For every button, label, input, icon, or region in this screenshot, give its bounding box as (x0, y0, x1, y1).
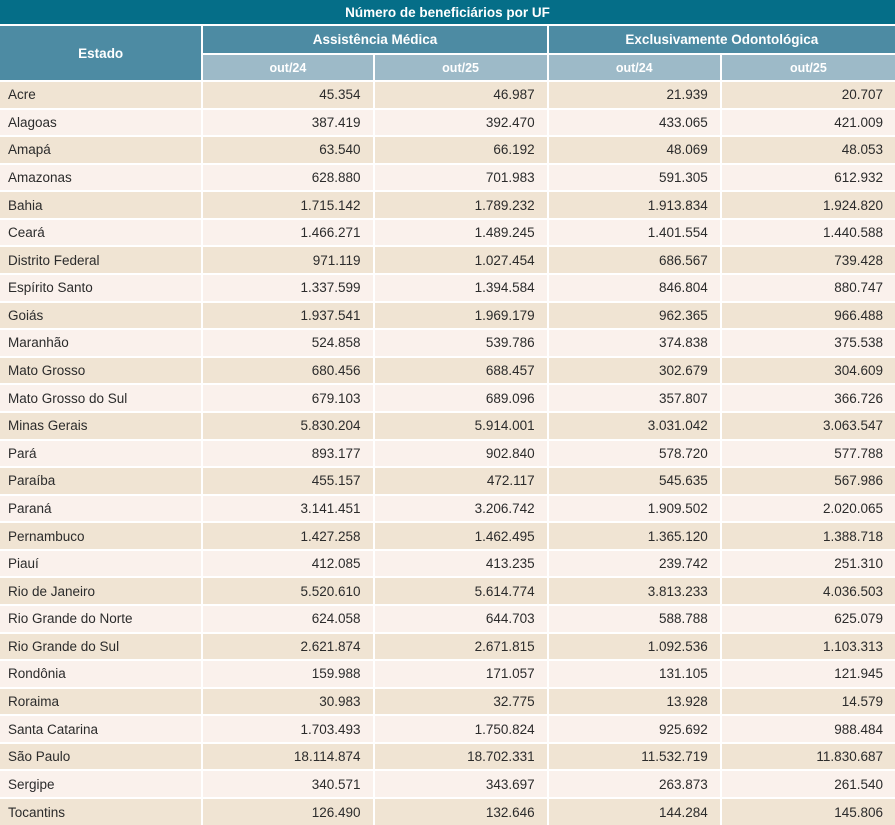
assistencia-medica-out25-cell: 902.840 (375, 441, 547, 467)
state-name-cell: Paraíba (0, 468, 201, 494)
assistencia-medica-out24-cell: 412.085 (203, 551, 372, 577)
exclusivamente-odontologica-out24-cell: 131.105 (549, 661, 720, 687)
exclusivamente-odontologica-out25-cell: 121.945 (722, 661, 895, 687)
assistencia-medica-out25-cell: 46.987 (375, 82, 547, 108)
state-name-cell: Distrito Federal (0, 247, 201, 273)
state-name-cell: Acre (0, 82, 201, 108)
assistencia-medica-out24-cell: 45.354 (203, 82, 372, 108)
exclusivamente-odontologica-out25-cell: 375.538 (722, 330, 895, 356)
table-row (0, 358, 895, 384)
assistencia-medica-out24-cell: 893.177 (203, 441, 372, 467)
table-row (0, 303, 895, 329)
state-name-cell: Maranhão (0, 330, 201, 356)
exclusivamente-odontologica-out25-cell: 966.488 (722, 303, 895, 329)
column-header-estado: Estado (0, 26, 201, 80)
exclusivamente-odontologica-out24-cell: 3.031.042 (549, 413, 720, 439)
assistencia-medica-out25-cell: 688.457 (375, 358, 547, 384)
table-row (0, 385, 895, 411)
assistencia-medica-out24-cell: 971.119 (203, 247, 372, 273)
assistencia-medica-out25-cell: 689.096 (375, 385, 547, 411)
subheader-exclusivamente-odontologica-out24: out/24 (549, 55, 720, 80)
table-row (0, 744, 895, 770)
table-row (0, 220, 895, 246)
assistencia-medica-out24-cell: 3.141.451 (203, 496, 372, 522)
exclusivamente-odontologica-out25-cell: 4.036.503 (722, 578, 895, 604)
assistencia-medica-out25-cell: 343.697 (375, 771, 547, 797)
assistencia-medica-out25-cell: 472.117 (375, 468, 547, 494)
exclusivamente-odontologica-out24-cell: 357.807 (549, 385, 720, 411)
assistencia-medica-out25-cell: 171.057 (375, 661, 547, 687)
assistencia-medica-out25-cell: 1.394.584 (375, 275, 547, 301)
exclusivamente-odontologica-out25-cell: 1.440.588 (722, 220, 895, 246)
assistencia-medica-out24-cell: 387.419 (203, 110, 372, 136)
exclusivamente-odontologica-out24-cell: 374.838 (549, 330, 720, 356)
state-name-cell: Roraima (0, 689, 201, 715)
exclusivamente-odontologica-out25-cell: 1.924.820 (722, 192, 895, 218)
exclusivamente-odontologica-out24-cell: 588.788 (549, 606, 720, 632)
exclusivamente-odontologica-out25-cell: 2.020.065 (722, 496, 895, 522)
exclusivamente-odontologica-out25-cell: 251.310 (722, 551, 895, 577)
exclusivamente-odontologica-out25-cell: 145.806 (722, 799, 895, 825)
assistencia-medica-out25-cell: 1.789.232 (375, 192, 547, 218)
table-title: Número de beneficiários por UF (0, 0, 895, 24)
assistencia-medica-out25-cell: 1.462.495 (375, 523, 547, 549)
assistencia-medica-out25-cell: 2.671.815 (375, 634, 547, 660)
table-row (0, 110, 895, 136)
table-row (0, 799, 895, 825)
exclusivamente-odontologica-out24-cell: 925.692 (549, 716, 720, 742)
assistencia-medica-out24-cell: 1.466.271 (203, 220, 372, 246)
assistencia-medica-out24-cell: 1.427.258 (203, 523, 372, 549)
table-row (0, 330, 895, 356)
exclusivamente-odontologica-out24-cell: 1.092.536 (549, 634, 720, 660)
exclusivamente-odontologica-out24-cell: 21.939 (549, 82, 720, 108)
exclusivamente-odontologica-out24-cell: 1.365.120 (549, 523, 720, 549)
exclusivamente-odontologica-out25-cell: 48.053 (722, 137, 895, 163)
table-row (0, 689, 895, 715)
assistencia-medica-out25-cell: 1.750.824 (375, 716, 547, 742)
state-name-cell: Mato Grosso do Sul (0, 385, 201, 411)
table-row (0, 468, 895, 494)
assistencia-medica-out25-cell: 413.235 (375, 551, 547, 577)
assistencia-medica-out24-cell: 5.830.204 (203, 413, 372, 439)
table-row (0, 716, 895, 742)
subheader-assistencia-medica-out25: out/25 (375, 55, 547, 80)
state-name-cell: Santa Catarina (0, 716, 201, 742)
table-row (0, 606, 895, 632)
assistencia-medica-out24-cell: 1.715.142 (203, 192, 372, 218)
assistencia-medica-out24-cell: 18.114.874 (203, 744, 372, 770)
exclusivamente-odontologica-out25-cell: 20.707 (722, 82, 895, 108)
exclusivamente-odontologica-out25-cell: 366.726 (722, 385, 895, 411)
assistencia-medica-out24-cell: 1.337.599 (203, 275, 372, 301)
state-name-cell: Minas Gerais (0, 413, 201, 439)
assistencia-medica-out25-cell: 644.703 (375, 606, 547, 632)
exclusivamente-odontologica-out25-cell: 625.079 (722, 606, 895, 632)
assistencia-medica-out24-cell: 1.937.541 (203, 303, 372, 329)
state-name-cell: Pará (0, 441, 201, 467)
state-name-cell: Amapá (0, 137, 201, 163)
assistencia-medica-out25-cell: 3.206.742 (375, 496, 547, 522)
state-name-cell: São Paulo (0, 744, 201, 770)
exclusivamente-odontologica-out25-cell: 11.830.687 (722, 744, 895, 770)
exclusivamente-odontologica-out24-cell: 302.679 (549, 358, 720, 384)
assistencia-medica-out25-cell: 18.702.331 (375, 744, 547, 770)
state-name-cell: Tocantins (0, 799, 201, 825)
table-row (0, 496, 895, 522)
exclusivamente-odontologica-out25-cell: 1.388.718 (722, 523, 895, 549)
assistencia-medica-out25-cell: 701.983 (375, 165, 547, 191)
assistencia-medica-out25-cell: 1.489.245 (375, 220, 547, 246)
exclusivamente-odontologica-out25-cell: 304.609 (722, 358, 895, 384)
exclusivamente-odontologica-out24-cell: 686.567 (549, 247, 720, 273)
exclusivamente-odontologica-out25-cell: 14.579 (722, 689, 895, 715)
assistencia-medica-out24-cell: 30.983 (203, 689, 372, 715)
table-row (0, 137, 895, 163)
assistencia-medica-out24-cell: 524.858 (203, 330, 372, 356)
assistencia-medica-out24-cell: 159.988 (203, 661, 372, 687)
table-row (0, 578, 895, 604)
column-group-exclusivamente-odontologica: Exclusivamente Odontológica (549, 26, 895, 53)
state-name-cell: Rondônia (0, 661, 201, 687)
assistencia-medica-out25-cell: 5.914.001 (375, 413, 547, 439)
exclusivamente-odontologica-out25-cell: 567.986 (722, 468, 895, 494)
assistencia-medica-out24-cell: 1.703.493 (203, 716, 372, 742)
assistencia-medica-out24-cell: 680.456 (203, 358, 372, 384)
table-row (0, 165, 895, 191)
assistencia-medica-out24-cell: 5.520.610 (203, 578, 372, 604)
state-name-cell: Pernambuco (0, 523, 201, 549)
exclusivamente-odontologica-out24-cell: 962.365 (549, 303, 720, 329)
table-row (0, 275, 895, 301)
exclusivamente-odontologica-out25-cell: 988.484 (722, 716, 895, 742)
table-row (0, 441, 895, 467)
exclusivamente-odontologica-out24-cell: 3.813.233 (549, 578, 720, 604)
table-row (0, 523, 895, 549)
assistencia-medica-out25-cell: 32.775 (375, 689, 547, 715)
exclusivamente-odontologica-out25-cell: 739.428 (722, 247, 895, 273)
table-row (0, 247, 895, 273)
exclusivamente-odontologica-out24-cell: 263.873 (549, 771, 720, 797)
assistencia-medica-out25-cell: 1.027.454 (375, 247, 547, 273)
state-name-cell: Bahia (0, 192, 201, 218)
assistencia-medica-out24-cell: 2.621.874 (203, 634, 372, 660)
assistencia-medica-out25-cell: 1.969.179 (375, 303, 547, 329)
assistencia-medica-out24-cell: 624.058 (203, 606, 372, 632)
subheader-assistencia-medica-out24: out/24 (203, 55, 372, 80)
table-row (0, 551, 895, 577)
exclusivamente-odontologica-out24-cell: 578.720 (549, 441, 720, 467)
assistencia-medica-out25-cell: 392.470 (375, 110, 547, 136)
exclusivamente-odontologica-out24-cell: 1.401.554 (549, 220, 720, 246)
state-name-cell: Rio de Janeiro (0, 578, 201, 604)
state-name-cell: Piauí (0, 551, 201, 577)
state-name-cell: Sergipe (0, 771, 201, 797)
column-group-assistencia-medica: Assistência Médica (203, 26, 546, 53)
exclusivamente-odontologica-out25-cell: 421.009 (722, 110, 895, 136)
assistencia-medica-out25-cell: 66.192 (375, 137, 547, 163)
table-row (0, 192, 895, 218)
table-row (0, 661, 895, 687)
state-name-cell: Rio Grande do Sul (0, 634, 201, 660)
table-row (0, 634, 895, 660)
exclusivamente-odontologica-out25-cell: 1.103.313 (722, 634, 895, 660)
assistencia-medica-out24-cell: 63.540 (203, 137, 372, 163)
table-row (0, 771, 895, 797)
state-name-cell: Rio Grande do Norte (0, 606, 201, 632)
exclusivamente-odontologica-out25-cell: 261.540 (722, 771, 895, 797)
state-name-cell: Amazonas (0, 165, 201, 191)
table-row (0, 82, 895, 108)
exclusivamente-odontologica-out24-cell: 13.928 (549, 689, 720, 715)
table-body (0, 82, 895, 825)
exclusivamente-odontologica-out24-cell: 433.065 (549, 110, 720, 136)
exclusivamente-odontologica-out24-cell: 11.532.719 (549, 744, 720, 770)
assistencia-medica-out24-cell: 126.490 (203, 799, 372, 825)
exclusivamente-odontologica-out24-cell: 545.635 (549, 468, 720, 494)
assistencia-medica-out24-cell: 628.880 (203, 165, 372, 191)
state-name-cell: Paraná (0, 496, 201, 522)
subheader-exclusivamente-odontologica-out25: out/25 (722, 55, 895, 80)
state-name-cell: Goiás (0, 303, 201, 329)
exclusivamente-odontologica-out24-cell: 1.909.502 (549, 496, 720, 522)
assistencia-medica-out24-cell: 679.103 (203, 385, 372, 411)
state-name-cell: Alagoas (0, 110, 201, 136)
exclusivamente-odontologica-out25-cell: 3.063.547 (722, 413, 895, 439)
state-name-cell: Mato Grosso (0, 358, 201, 384)
exclusivamente-odontologica-out25-cell: 880.747 (722, 275, 895, 301)
assistencia-medica-out24-cell: 455.157 (203, 468, 372, 494)
state-name-cell: Ceará (0, 220, 201, 246)
exclusivamente-odontologica-out25-cell: 612.932 (722, 165, 895, 191)
exclusivamente-odontologica-out24-cell: 48.069 (549, 137, 720, 163)
exclusivamente-odontologica-out24-cell: 144.284 (549, 799, 720, 825)
exclusivamente-odontologica-out24-cell: 591.305 (549, 165, 720, 191)
assistencia-medica-out24-cell: 340.571 (203, 771, 372, 797)
assistencia-medica-out25-cell: 132.646 (375, 799, 547, 825)
exclusivamente-odontologica-out24-cell: 239.742 (549, 551, 720, 577)
exclusivamente-odontologica-out24-cell: 846.804 (549, 275, 720, 301)
state-name-cell: Espírito Santo (0, 275, 201, 301)
table-row (0, 413, 895, 439)
exclusivamente-odontologica-out24-cell: 1.913.834 (549, 192, 720, 218)
assistencia-medica-out25-cell: 539.786 (375, 330, 547, 356)
exclusivamente-odontologica-out25-cell: 577.788 (722, 441, 895, 467)
assistencia-medica-out25-cell: 5.614.774 (375, 578, 547, 604)
